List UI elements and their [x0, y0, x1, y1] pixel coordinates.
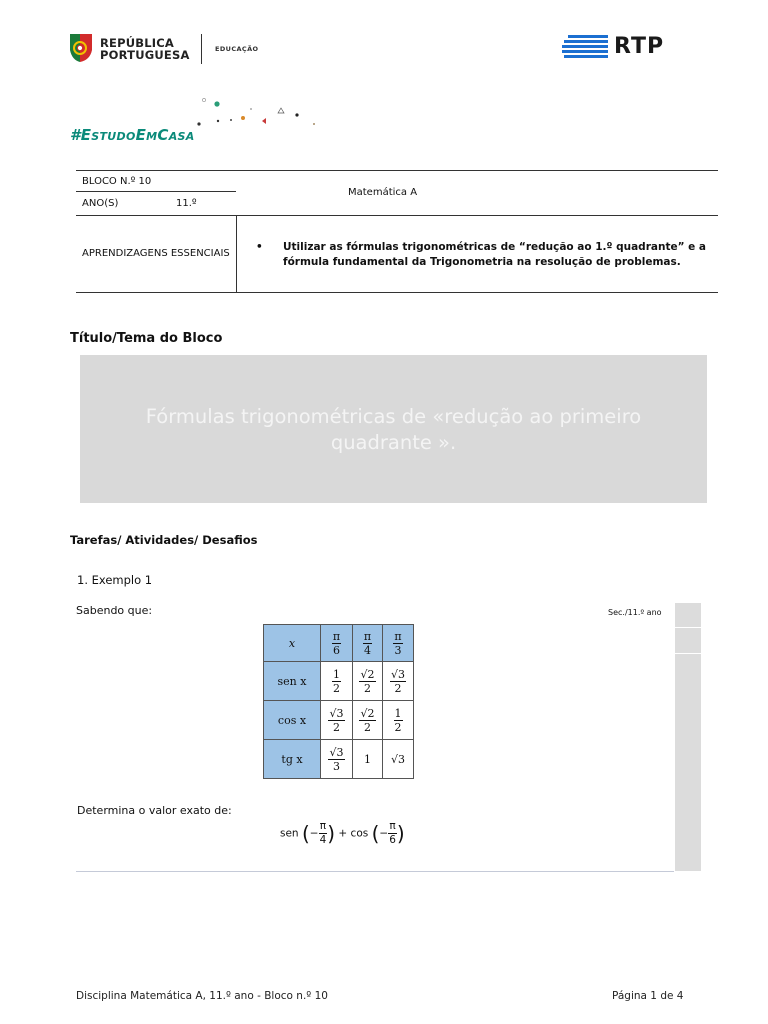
table-header-cell: $\frac{\pi}{6}$: [321, 625, 353, 662]
row-label: tg x: [264, 740, 321, 779]
prompt-text: Determina o valor exato de:: [77, 804, 232, 817]
table-header-cell: x: [264, 625, 321, 662]
table-cell: $\frac{√2}{2}$: [353, 701, 383, 740]
section-heading: Título/Tema do Bloco: [70, 331, 223, 346]
side-note: Sec./11.º ano: [608, 608, 662, 617]
side-cell: [675, 603, 701, 628]
table-row: [264, 701, 414, 740]
header-divider: [201, 34, 202, 64]
rtp-wordmark: RTP: [614, 34, 665, 59]
gov-wordmark: REPÚBLICA PORTUGUESA: [100, 36, 190, 62]
side-margin-bar: [675, 603, 701, 871]
table-row: [264, 662, 414, 701]
bullet-icon: •: [256, 241, 263, 253]
table-cell: 1: [353, 740, 383, 779]
rtp-logo-icon: [562, 35, 608, 61]
table-cell: √3: [383, 740, 414, 779]
table-bottom-rule: [76, 292, 718, 293]
row-label: sen x: [264, 662, 321, 701]
trig-values-table: [263, 624, 414, 779]
anos-label: ANO(S): [82, 198, 119, 209]
table-cell: $\frac{√3}{3}$: [321, 740, 353, 779]
formula-sen: sen: [280, 827, 299, 840]
table-row: [264, 625, 414, 662]
table-column-divider: [236, 215, 237, 292]
table-cell: $\frac{1}{2}$: [321, 662, 353, 701]
footer-discipline: Disciplina Matemática A, 11.º ano - Bloco n.º 10: [76, 990, 328, 1002]
table-cell: $\frac{√3}{2}$: [321, 701, 353, 740]
bloco-label: BLOCO N.º 10: [82, 176, 152, 187]
table-cell: $\frac{1}{2}$: [383, 701, 414, 740]
subject-label: Matemática A: [348, 187, 418, 198]
portugal-flag-icon: [68, 32, 94, 64]
table-mid-rule: [76, 215, 718, 216]
side-cell: [675, 628, 701, 654]
ae-bullet-item: [256, 240, 726, 270]
content-bottom-rule: [76, 871, 674, 872]
theme-banner: [80, 355, 707, 503]
example-title: 1. Exemplo 1: [77, 573, 153, 587]
ae-text: Utilizar as fórmulas trigonométricas de “redução ao 1.º quadrante” e a fórmula fundamental da Trigonometria na resolução de problemas.: [283, 241, 706, 268]
table-inner-rule: [76, 191, 236, 192]
table-top-rule: [76, 170, 718, 171]
table-header-cell: $\frac{\pi}{3}$: [383, 625, 414, 662]
table-cell: $\frac{√2}{2}$: [353, 662, 383, 701]
intro-text: Sabendo que:: [76, 604, 153, 617]
banner-text: Fórmulas trigonométricas de «redução ao primeiro quadrante ».: [145, 405, 642, 454]
row-label: cos x: [264, 701, 321, 740]
table-header-cell: $\frac{\pi}{4}$: [353, 625, 383, 662]
formula-plus-cos: + cos: [338, 827, 369, 840]
ae-label: APRENDIZAGENS ESSENCIAIS: [82, 248, 230, 259]
decorative-dots-icon: [196, 96, 326, 128]
anos-value: 11.º: [176, 198, 197, 209]
footer-page-number: Página 1 de 4: [612, 990, 684, 1002]
tasks-heading: Tarefas/ Atividades/ Desafios: [70, 533, 258, 547]
table-cell: $\frac{√3}{2}$: [383, 662, 414, 701]
hashtag-title: #EstudoEmCasa: [70, 126, 195, 144]
table-row: [264, 740, 414, 779]
formula-expression: sen (− $\frac{\pi}{4}$ ) + cos (− $\frac{\pi}{6}$ ): [280, 820, 405, 846]
ministry-label: EDUCAÇÃO: [215, 45, 259, 53]
